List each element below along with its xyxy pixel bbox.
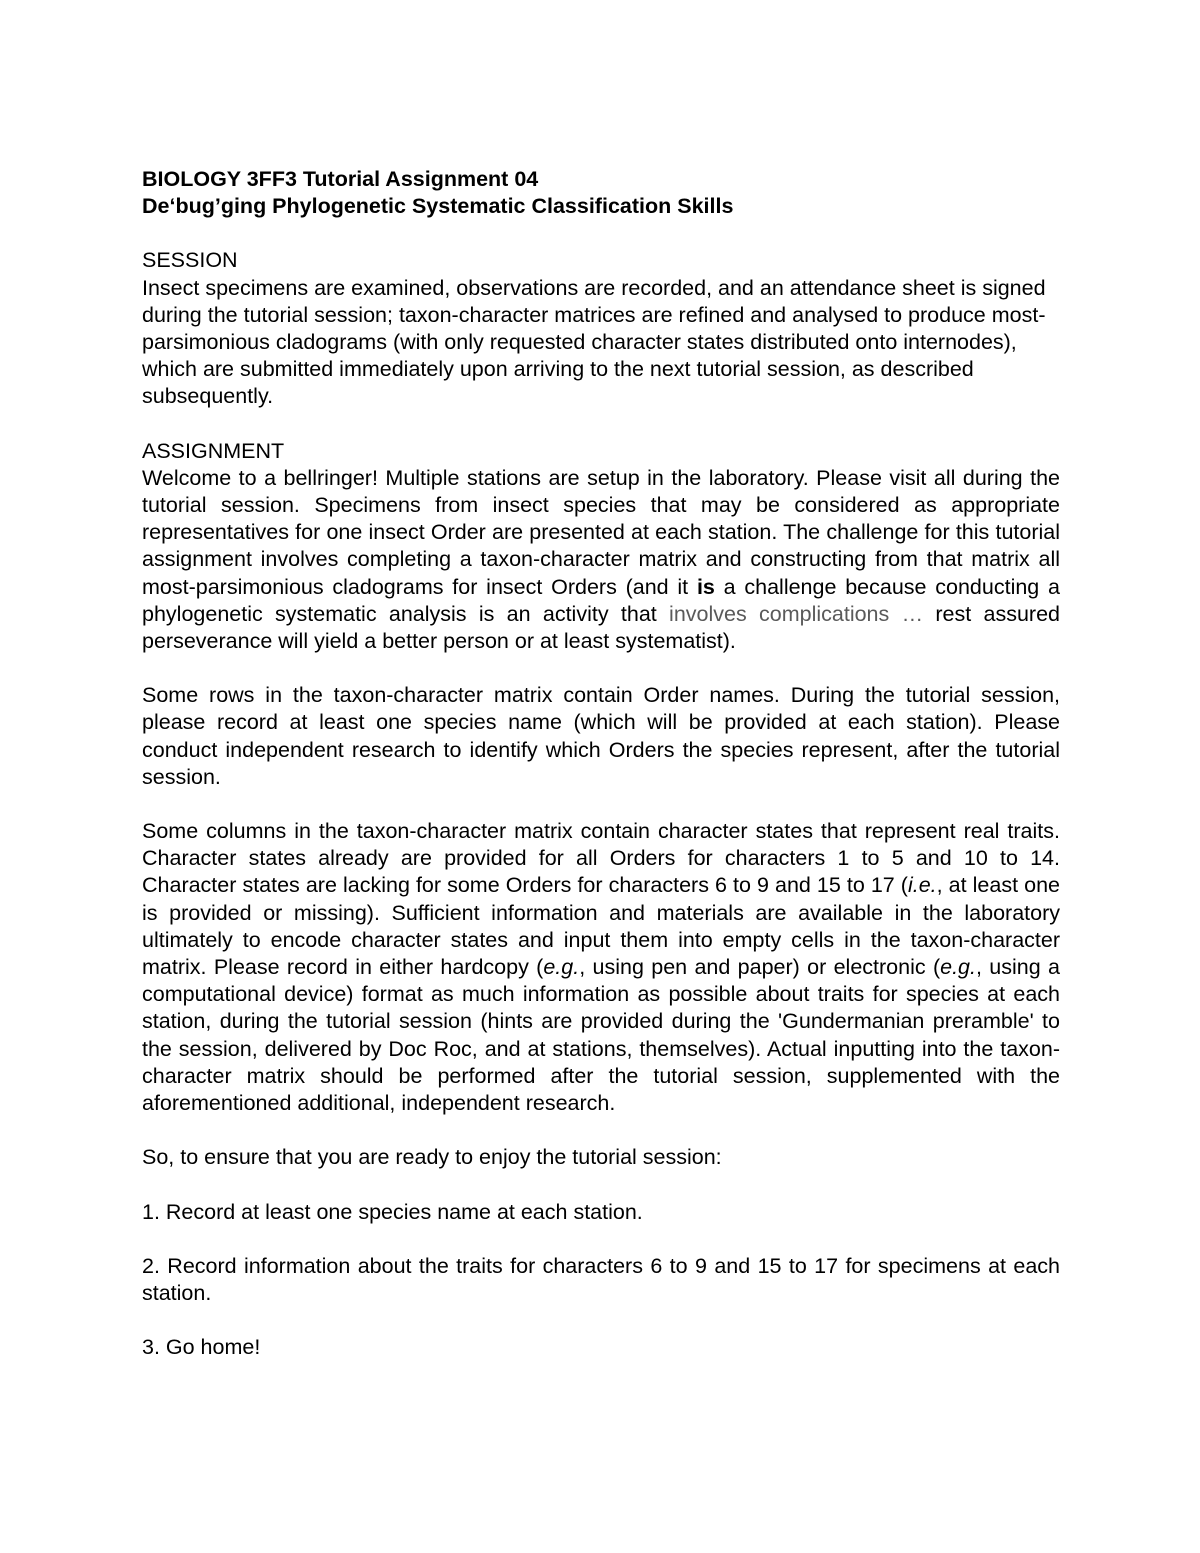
assignment-p3-text-b: , at least one is provided or missing). Sufficient information and materials are available in the laboratory ultimately to encode character states and input them into empty cells in the taxon-character matrix. Please record in either hardcopy ( <box>142 873 1060 980</box>
step-item-1: 1. Record at least one species name at each station. <box>142 1199 643 1224</box>
spacer <box>142 1117 1060 1144</box>
document-title-line1: BIOLOGY 3FF3 Tutorial Assignment 04 <box>142 167 539 191</box>
assignment-paragraph-1 <box>142 465 1060 655</box>
step-item-2: 2. Record information about the traits for characters 6 to 9 and 15 to 17 for specimens at each station. <box>142 1253 1060 1305</box>
assignment-p3-text-a: Some columns in the taxon-character matrix contain character states that represent real traits. Character states already are provided for all Orders for characters 1 to 5 and 10 to 14. Character states are lacking for some Orders for characters 6 to 9 and 15 to 17 ( <box>142 819 1060 898</box>
spacer <box>142 791 1060 818</box>
assignment-paragraph-4: So, to ensure that you are ready to enjoy the tutorial session: <box>142 1145 722 1170</box>
assignment-p3-ie: i.e. <box>907 873 937 898</box>
assignment-p1-text-c: rest assured perseverance will yield a better person or at least systematist). <box>142 601 1061 654</box>
spacer <box>142 1172 1060 1199</box>
assignment-paragraph-3 <box>142 818 1060 1117</box>
assignment-p1-text-a: Welcome to a bellringer! Multiple stations are setup in the laboratory. Please visit all during the tutorial session. Specimens from insect species that may be considered as appropriate representatives for one insect Order are presented at each station. The challenge for this tutorial assignment involves completing a taxon-character matrix and constructing from that matrix all most-parsimonious cladograms for insect Orders (and it <box>142 465 1060 599</box>
session-paragraph: Insect specimens are examined, observations are recorded, and an attendance sheet is signed during the tutorial session; taxon-character matrices are refined and analysed to produce most-parsimonious cladograms (with only requested character states distributed onto internodes), which are submitted immediately upon arriving to the next tutorial session, as described subsequently. <box>142 275 1046 409</box>
assignment-p1-text-b: a challenge because conducting a phylogenetic systematic analysis is an activity that <box>142 574 1061 626</box>
assignment-p1-light-text: involves complications … <box>669 601 924 626</box>
spacer <box>142 655 1060 682</box>
spacer <box>142 411 1060 438</box>
assignment-p3-eg-2: e.g. <box>940 955 976 980</box>
assignment-p1-emphasis: is <box>696 574 715 599</box>
spacer <box>142 1307 1060 1334</box>
spacer <box>142 220 1060 247</box>
step-item-3: 3. Go home! <box>142 1335 261 1360</box>
document-title-line2: De‘bug’ging Phylogenetic Systematic Classification Skills <box>142 194 734 219</box>
document-page <box>142 166 1060 1361</box>
session-heading: SESSION <box>142 248 238 273</box>
spacer <box>142 1226 1060 1253</box>
assignment-paragraph-2: Some rows in the taxon-character matrix contain Order names. During the tutorial session, please record at least one species name (which will be provided at each station). Please conduct independent research to identify which Orders the species represent, after the tutorial session. <box>142 683 1060 789</box>
assignment-p3-text-c: , using pen and paper) or electronic ( <box>579 955 941 980</box>
assignment-p3-eg-1: e.g. <box>543 955 580 980</box>
assignment-heading: ASSIGNMENT <box>142 438 285 463</box>
assignment-p3-text-d: , using a computational device) format as much information as possible about traits for species at each station, during the tutorial session (hints are provided during the 'Gundermanian preramble' to the session, delivered by Doc Roc, and at stations, themselves). Actual inputting into the taxon-character matrix should be performed after the tutorial session, supplemented with the aforementioned additional, independent research. <box>142 955 1061 1116</box>
